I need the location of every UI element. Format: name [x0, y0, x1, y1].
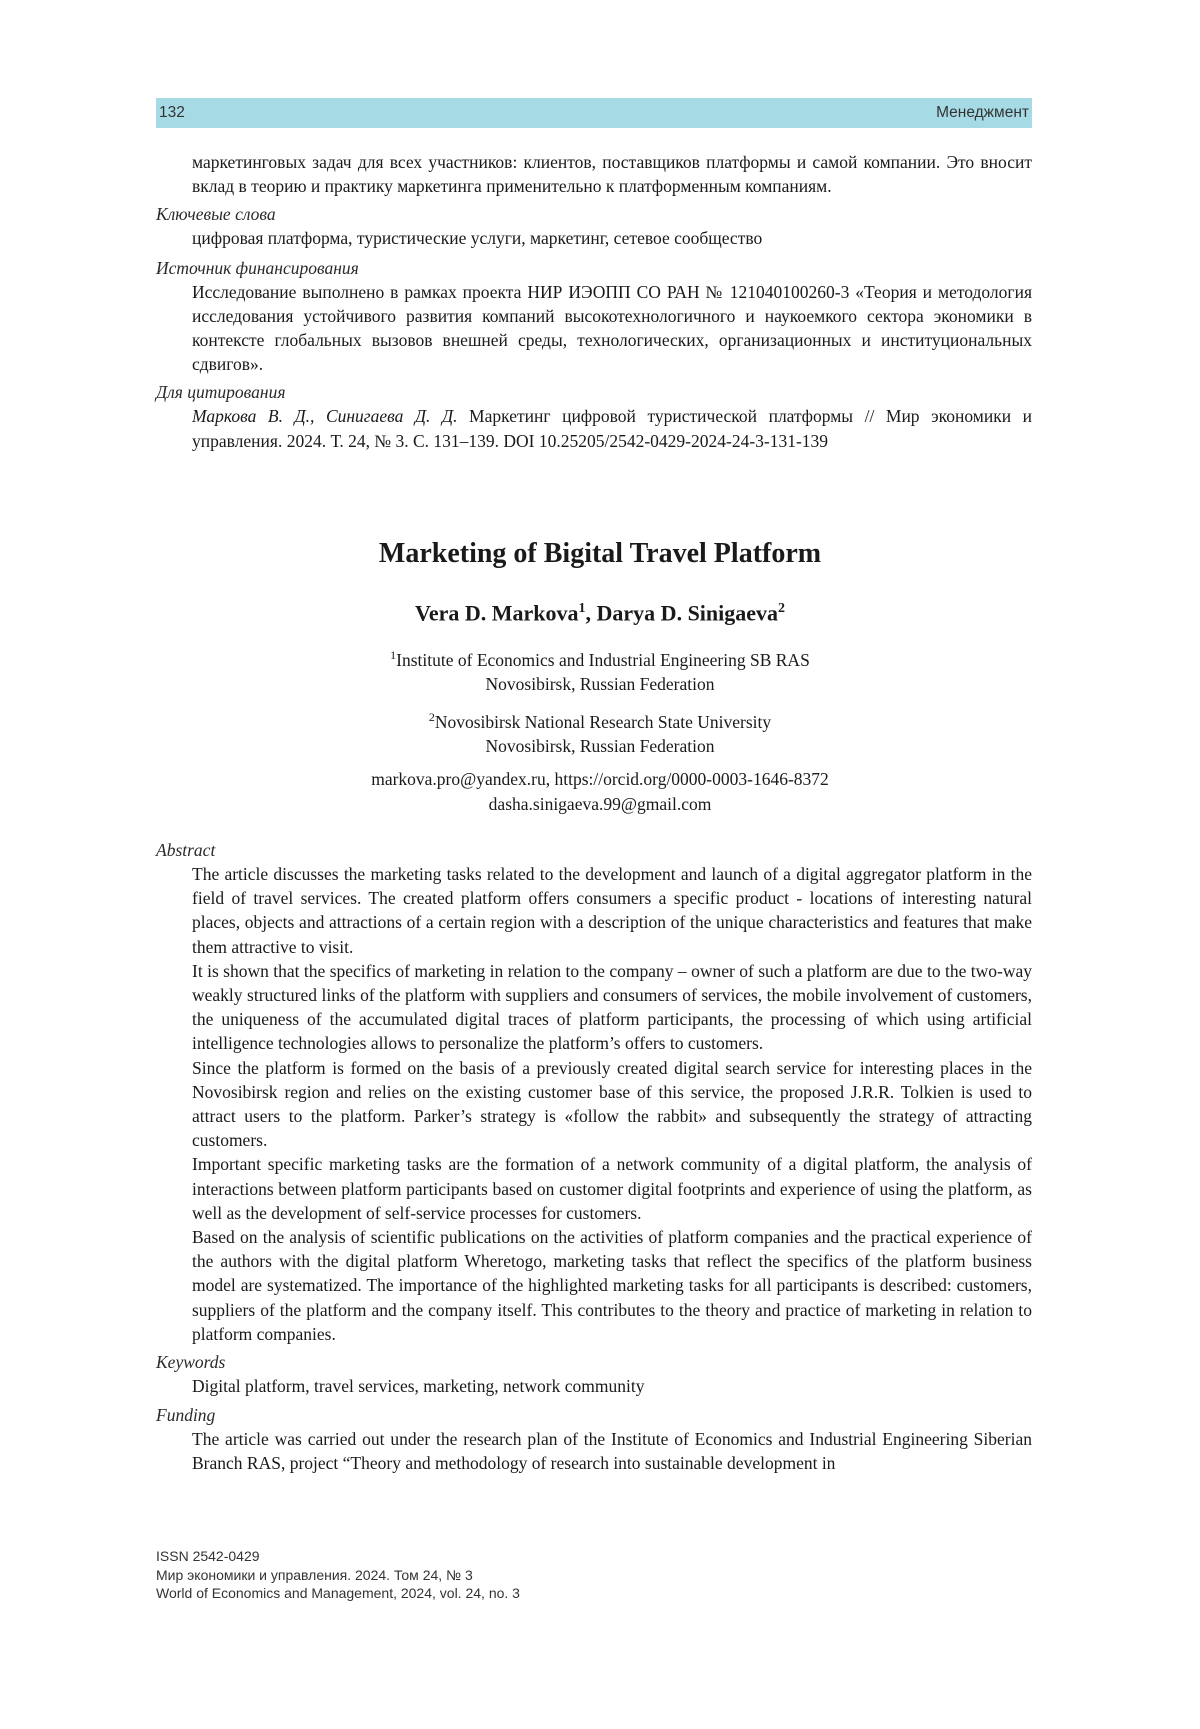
author-1: Vera D. Markova — [414, 600, 579, 626]
citation-text: Маркетинг цифровой туристической платформы // Мир экономики и управления. 2024. Т. 24, № 3. С. 131–139. DOI 10.25205/2542-0429-2024-24-3-131-139 — [192, 406, 1032, 451]
abstract-paragraph-3: Since the platform is formed on the basis of a previously created digital search service for interesting places in the Novosibirsk region and relies on the existing customer base of this service, the proposed J.R.R. Tolkien is used to attract users to the platform. Parker’s strategy is «follow the rabbit» and subsequently the strategy of attracting customers. — [192, 1057, 1032, 1151]
author-2-sup: 2 — [778, 601, 786, 616]
abstract-paragraph-2: It is shown that the specifics of marketing in relation to the company – owner of such a platform are due to the two-way weakly structured links of the platform with suppliers and consumers of services, the mobile involvement of customers, the uniqueness of the accumulated digital traces of platform participants, the processing of which using artificial intelligence technologies allows to personalize the platform’s offers to customers. — [192, 960, 1032, 1054]
affiliation-2-name: Novosibirsk National Research State University — [434, 711, 772, 732]
ru-citation — [156, 404, 1032, 452]
russian-metadata — [156, 150, 1032, 453]
citation-authors: Маркова В. Д., Синигаева Д. Д. — [192, 406, 458, 427]
keywords-label: Keywords — [156, 1352, 226, 1373]
contacts — [0, 767, 1200, 816]
authors — [0, 595, 1200, 627]
abstract-label: Abstract — [156, 840, 216, 860]
affiliation-1 — [0, 643, 1200, 697]
ru-keywords-label: Ключевые слова — [156, 204, 276, 225]
ru-citation-label: Для цитирования — [156, 382, 286, 403]
ru-funding-label: Источник финансирования — [156, 257, 359, 278]
author-2: Darya D. Sinigaeva — [596, 600, 779, 626]
contact-2: dasha.sinigaeva.99@gmail.com — [488, 793, 712, 814]
affiliation-2-sup: 2 — [428, 710, 435, 724]
affiliation-2 — [0, 705, 1200, 759]
affiliation-2-city: Novosibirsk, Russian Federation — [485, 736, 715, 757]
page-footer — [156, 1547, 856, 1603]
ru-funding-text: Исследование выполнено в рамках проекта НИР ИЭОПП СО РАН № 121040100260-3 «Теория и методология исследования устойчивого развития компаний высокотехнологичного и наукоемкого сектора экономики в контексте глобальных вызовов внешней среды, технологических, организационных и институциональных сдвигов». — [192, 281, 1032, 375]
page-number: 132 — [159, 104, 185, 121]
abstract-paragraph-5: Based on the analysis of scientific publications on the activities of platform companies and the practical experience of the authors with the digital platform Wheretogo, marketing tasks that reflect the specifics of the platform business model are systematized. The importance of the highlighted marketing tasks for all participants is described: customers, suppliers of the platform and the company itself. This contributes to the theory and practice of marketing in relation to platform companies. — [192, 1227, 1032, 1344]
affiliation-1-city: Novosibirsk, Russian Federation — [485, 674, 715, 695]
issn: ISSN 2542-0429 — [156, 1548, 260, 1564]
abstract-paragraph-1: The article discusses the marketing tasks related to the development and launch of a digital aggregator platform in the field of travel services. The created platform offers consumers a specific product - locations of interesting natural places, objects and attractions of a certain region with a description of the unique characteristics and features that make them attractive to visit. — [192, 864, 1032, 957]
keywords-text: Digital platform, travel services, marketing, network community — [192, 1376, 645, 1397]
english-abstract — [156, 838, 1032, 1476]
funding-text: The article was carried out under the research plan of the Institute of Economics and Industrial Engineering Siberian Branch RAS, project “Theory and methodology of research into sustainable development in — [192, 1429, 1032, 1474]
ru-keywords: цифровая платформа, туристические услуги, маркетинг, сетевое сообщество — [192, 228, 763, 249]
running-header — [156, 98, 1032, 128]
affiliation-1-sup: 1 — [390, 648, 397, 662]
section-name: Менеджмент — [936, 104, 1029, 121]
journal-en: World of Economics and Management, 2024, vol. 24, no. 3 — [156, 1585, 520, 1601]
contact-1: markova.pro@yandex.ru, https://orcid.org/0000-0003-1646-8372 — [371, 769, 829, 789]
abstract-paragraph-4: Important specific marketing tasks are the formation of a network community of a digital platform, the analysis of interactions between platform participants based on customer digital footprints and experience of using the platform, as well as the development of self-service processes for customers. — [192, 1154, 1032, 1223]
affiliation-1-name: Institute of Economics and Industrial Engineering SB RAS — [396, 649, 810, 670]
russian-abstract-tail: маркетинговых задач для всех участников: клиентов, поставщиков платформы и самой компании. Это вносит вклад в теорию и практику маркетинга применительно к платформенным компаниям. — [192, 152, 1032, 197]
article-title: Marketing of Bigital Travel Platform — [378, 538, 822, 569]
author-1-sup: 1 — [578, 601, 586, 616]
journal-ru: Мир экономики и управления. 2024. Том 24, № 3 — [156, 1566, 473, 1583]
funding-label: Funding — [156, 1405, 216, 1426]
author-separator: , — [585, 600, 597, 626]
